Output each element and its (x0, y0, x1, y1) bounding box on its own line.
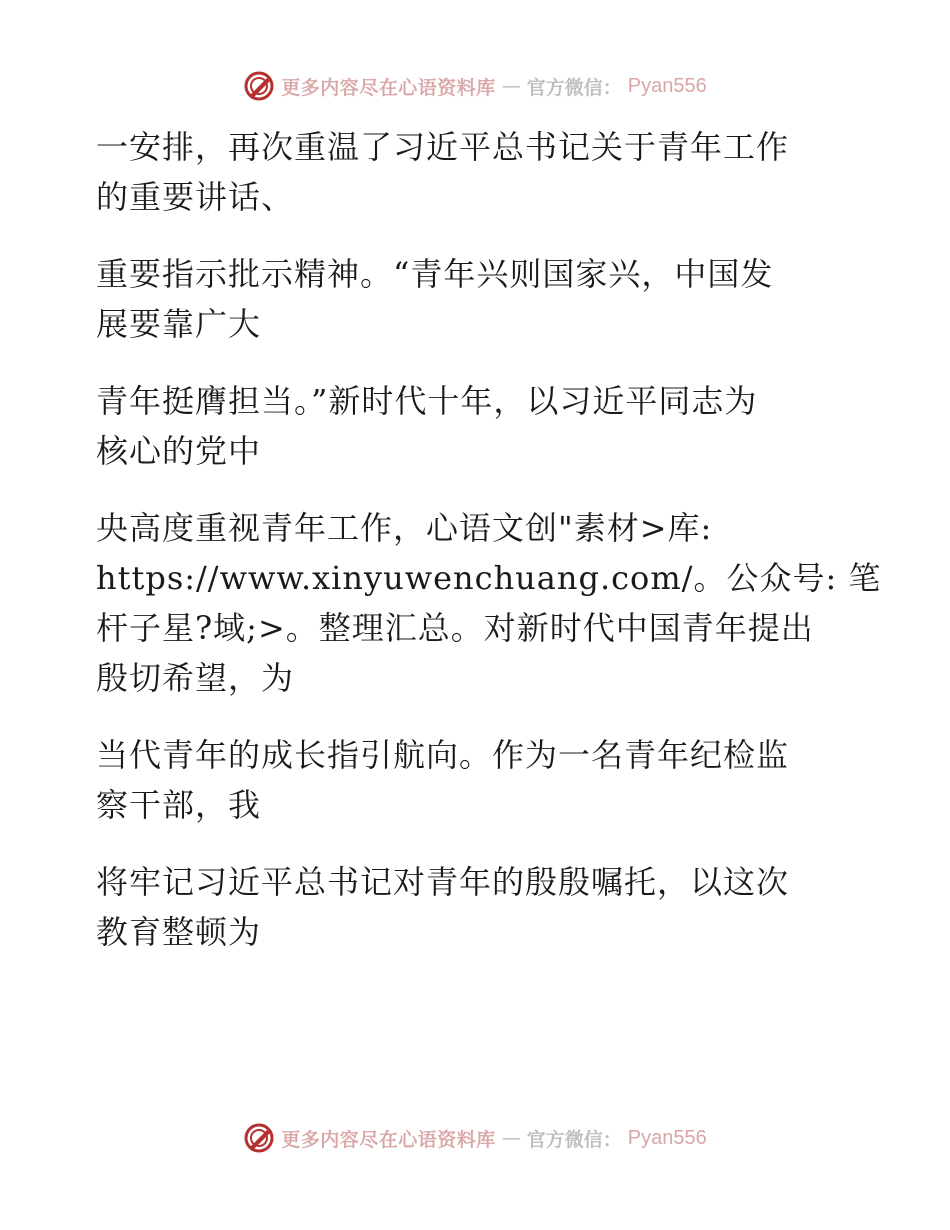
paragraph (96, 730, 836, 830)
footer-wechat-label: 官方微信： (526, 1128, 622, 1151)
page-footer (0, 1122, 950, 1154)
paragraph (96, 857, 836, 957)
text-line: 青年挺膺担当。”新时代十年，以习近平同志为 (96, 382, 758, 420)
pen-logo-icon (243, 70, 275, 102)
text-line: 将牢记习近平总书记对青年的殷殷嘱托，以这次 (96, 863, 790, 901)
text-line: 重要指示批示精神。“青年兴则国家兴，中国发 (96, 255, 774, 293)
text-line: 当代青年的成长指引航向。作为一名青年纪检监 (96, 736, 790, 774)
header-wechat-id: Pyan556 (627, 74, 707, 97)
header-banner-text: 更多内容尽在心语资料库 (281, 76, 496, 99)
document-body (96, 122, 882, 957)
paragraph (96, 376, 836, 476)
text-line: 央高度重视青年工作，心语文创"素材>库: (96, 509, 713, 547)
footer-banner-text: 更多内容尽在心语资料库 (281, 1128, 496, 1151)
footer-wechat-id: Pyan556 (627, 1126, 707, 1149)
pen-logo-icon (243, 1122, 275, 1154)
text-line: 杆子星?域;>。整理汇总。对新时代中国青年提出 (96, 609, 814, 647)
header-wechat-label: 官方微信： (526, 76, 622, 99)
text-line: 展要靠广大 (96, 305, 262, 343)
text-line: 教育整顿为 (96, 913, 262, 951)
text-line: https://www.xinyuwenchuang.com/。公众号: 笔 (96, 559, 882, 597)
text-line: 一安排，再次重温了习近平总书记关于青年工作 (96, 128, 790, 166)
paragraph (96, 122, 836, 222)
paragraph (96, 503, 882, 703)
text-line: 的重要讲话、 (96, 178, 295, 216)
text-line: 核心的党中 (96, 432, 262, 470)
paragraph (96, 249, 836, 349)
footer-banner-dash: — (501, 1127, 521, 1149)
text-line: 察干部，我 (96, 786, 262, 824)
page-header (0, 70, 950, 102)
text-line: 殷切希望，为 (96, 659, 295, 697)
header-banner-dash: — (501, 75, 521, 97)
